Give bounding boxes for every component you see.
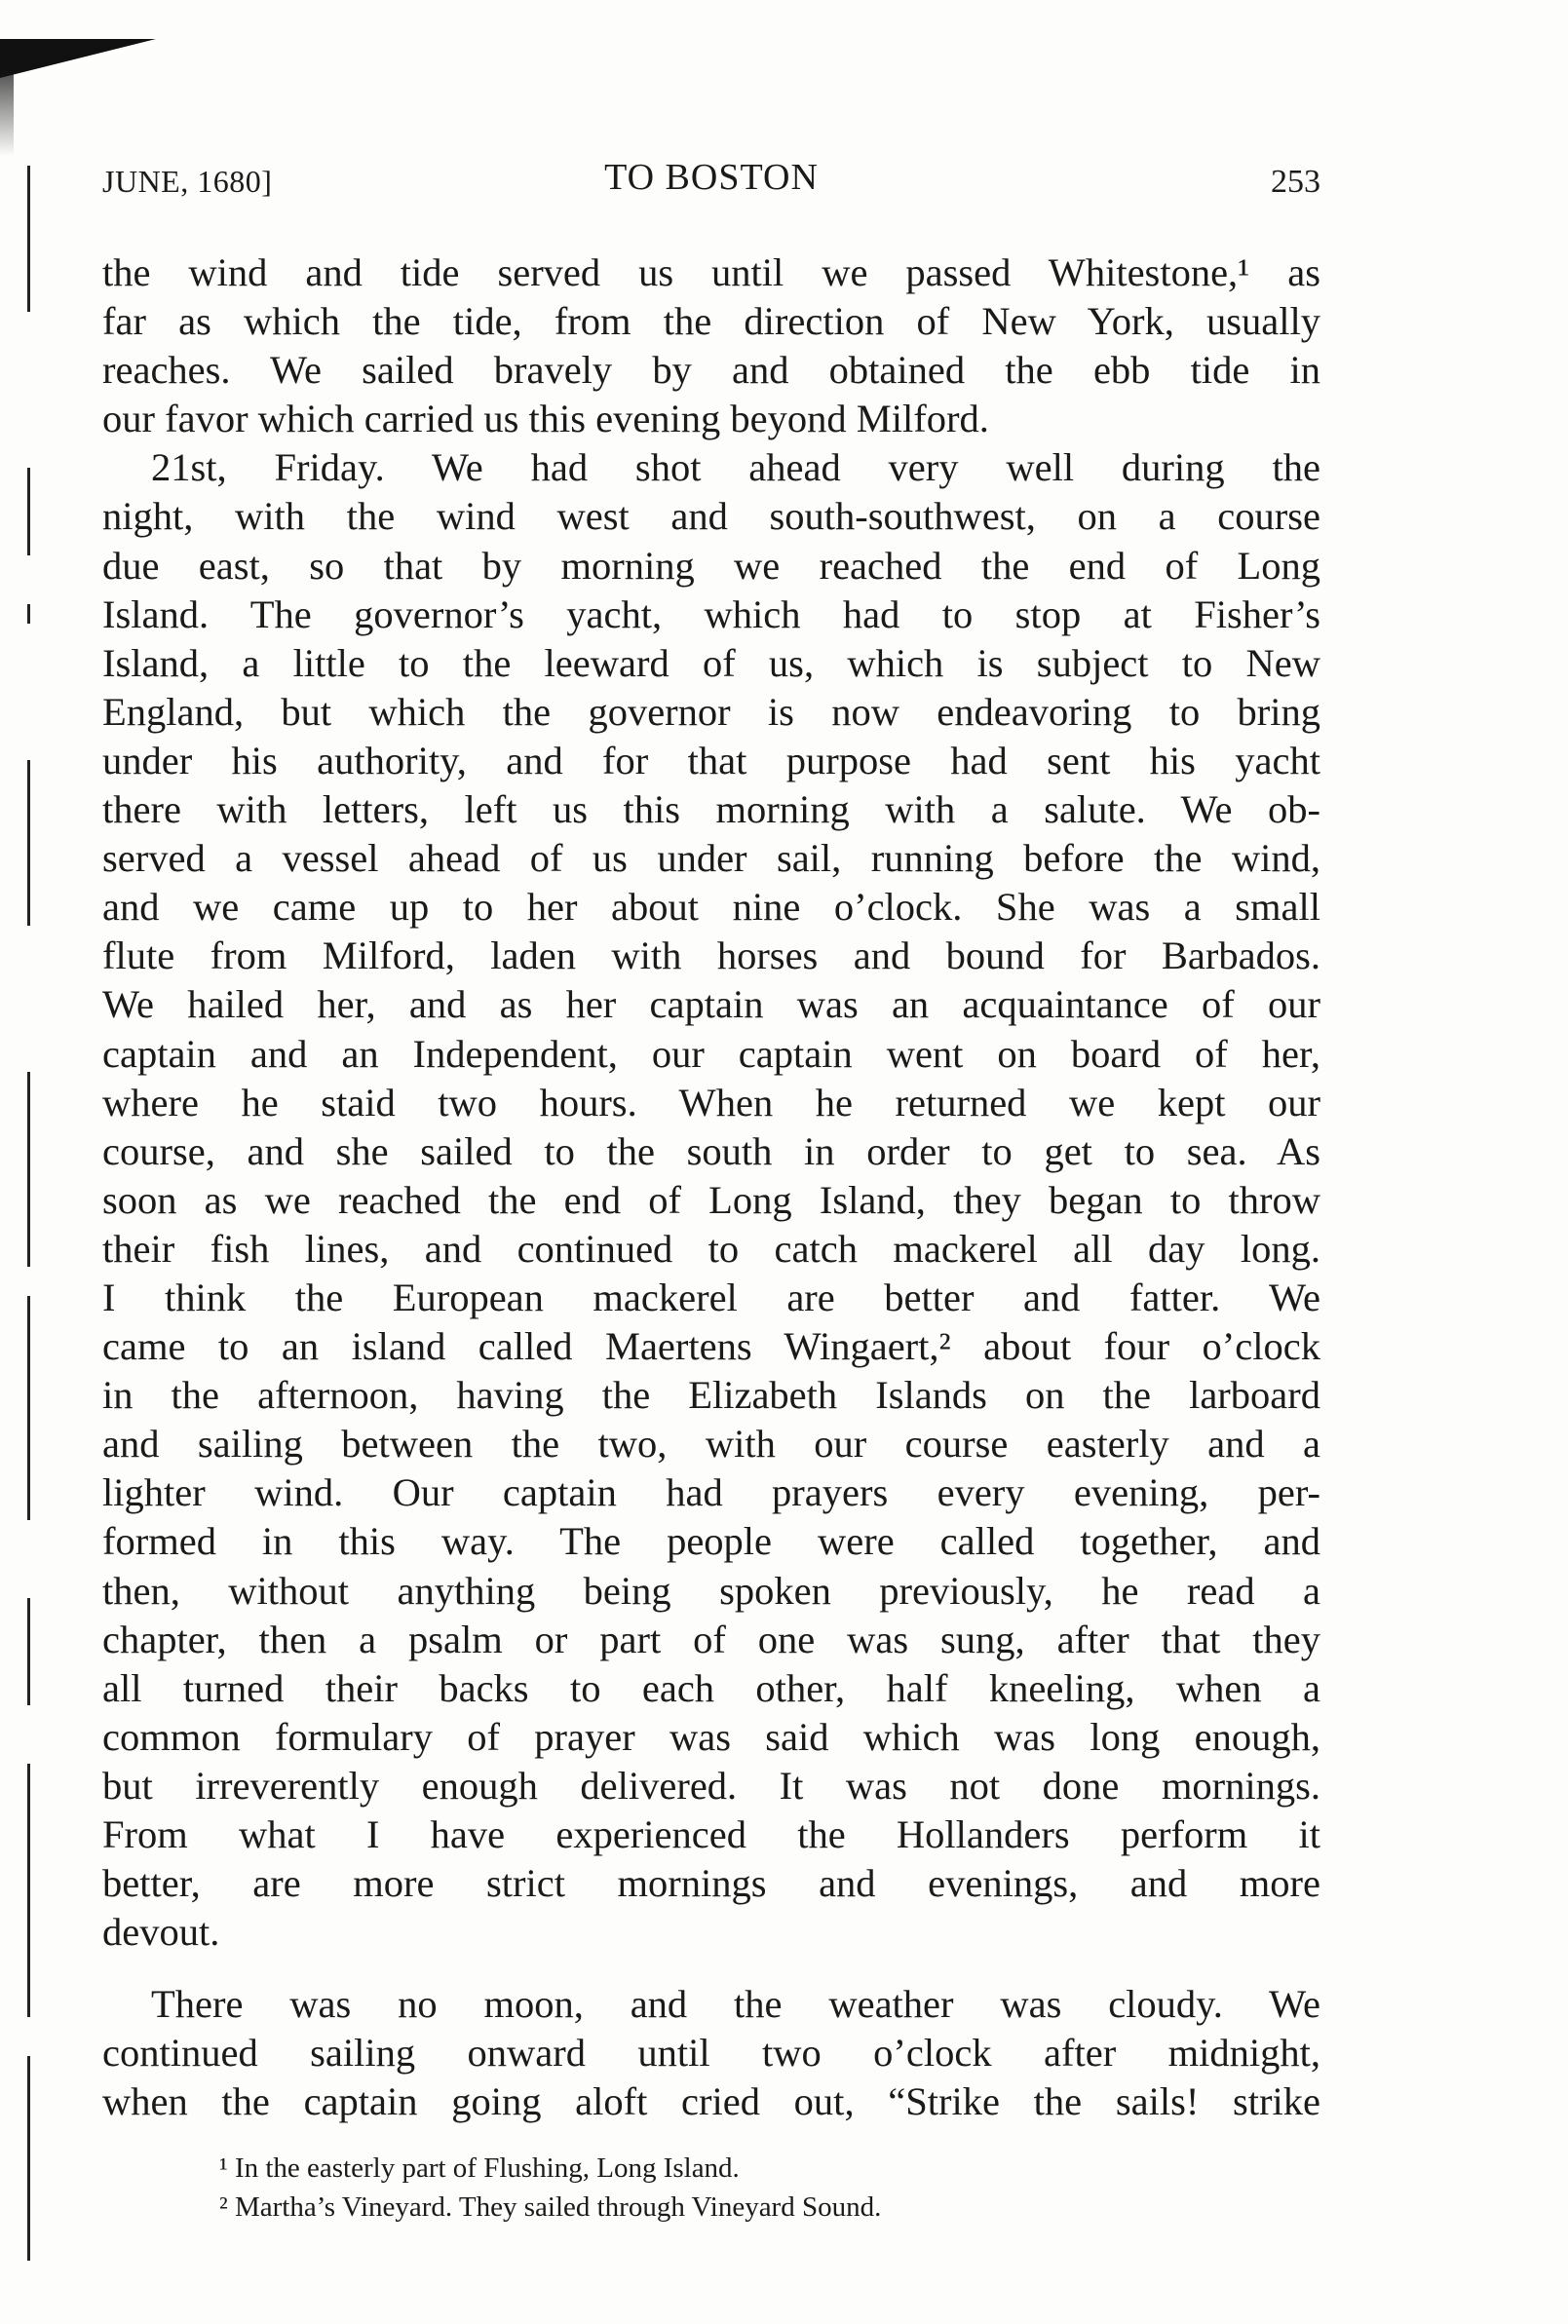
footnote-2: ² Martha’s Vineyard. They sailed through Vineyard Sound. — [219, 2191, 882, 2223]
footnotes — [219, 2149, 1291, 2227]
margin-binding-line — [27, 1764, 30, 2017]
text-line: Island, a little to the leeward of us, which is subject to New — [102, 640, 1320, 685]
text-line: there with letters, left us this morning with a salute. We ob- — [102, 787, 1320, 832]
text-line: captain and an Independent, our captain went on board of her, — [102, 1031, 1320, 1076]
page-corner-mark — [0, 39, 156, 78]
text-line: when the captain going aloft cried out, “Strike the sails! strike — [102, 2079, 1320, 2124]
text-line: chapter, then a psalm or part of one was sung, after that they — [102, 1617, 1320, 1661]
text-line: better, are more strict mornings and evenings, and more — [102, 1861, 1320, 1906]
page-corner-shadow — [0, 39, 14, 156]
text-line: formed in this way. The people were called together, and — [102, 1519, 1320, 1564]
margin-binding-line — [27, 166, 30, 312]
page-number: 253 — [1271, 164, 1320, 200]
body-text — [102, 248, 1320, 2127]
text-line: devout. — [102, 1910, 220, 1955]
running-head-date: JUNE, 1680] — [102, 164, 273, 199]
text-line: flute from Milford, laden with horses and bound for Barbados. — [102, 933, 1320, 978]
text-line: under his authority, and for that purpose had sent his yacht — [102, 738, 1320, 782]
text-line: continued sailing onward until two o’clock after midnight, — [102, 2031, 1320, 2076]
text-line: Island. The governor’s yacht, which had to stop at Fisher’s — [102, 591, 1320, 636]
text-line: course, and she sailed to the south in order to get to sea. As — [102, 1128, 1320, 1173]
text-line: We hailed her, and as her captain was an acquaintance of our — [102, 982, 1320, 1027]
running-head-title: TO BOSTON — [604, 157, 819, 198]
text-line: soon as we reached the end of Long Island, they began to throw — [102, 1177, 1320, 1222]
page-header — [102, 156, 1320, 214]
text-line: served a vessel ahead of us under sail, running before the wind, — [102, 836, 1320, 881]
text-line: and we came up to her about nine o’clock. She was a small — [102, 885, 1320, 930]
text-line: all turned their backs to each other, half kneeling, when a — [102, 1665, 1320, 1710]
margin-binding-line — [27, 1072, 30, 1267]
text-line: in the afternoon, having the Elizabeth Islands on the larboard — [102, 1373, 1320, 1418]
text-line: England, but which the governor is now endeavoring to bring — [102, 689, 1320, 734]
paragraph-gap — [102, 1957, 1320, 1980]
text-line: I think the European mackerel are better and fatter. We — [102, 1275, 1320, 1319]
text-line: common formulary of prayer was said which was long enough, — [102, 1714, 1320, 1759]
margin-binding-line — [27, 760, 30, 926]
margin-binding-line — [27, 1598, 30, 1705]
text-line: came to an island called Maertens Wingaert,² about four o’clock — [102, 1324, 1320, 1369]
footnote-1: ¹ In the easterly part of Flushing, Long Island. — [219, 2153, 740, 2184]
text-line: the wind and tide served us until we passed Whitestone,¹ as — [102, 250, 1320, 294]
text-line: reaches. We sailed bravely by and obtained the ebb tide in — [102, 348, 1320, 393]
text-line: From what I have experienced the Hollanders perform it — [102, 1812, 1320, 1856]
text-line: where he staid two hours. When he returned we kept our — [102, 1080, 1320, 1124]
text-line: and sailing between the two, with our course easterly and a — [102, 1422, 1320, 1467]
text-line: 21st, Friday. We had shot ahead very well during the — [151, 445, 1320, 490]
text-line: There was no moon, and the weather was cloudy. We — [151, 1982, 1320, 2027]
text-line: our favor which carried us this evening beyond Milford. — [102, 397, 989, 441]
text-line: due east, so that by morning we reached the end of Long — [102, 543, 1320, 588]
margin-binding-line — [27, 2056, 30, 2261]
text-line: their fish lines, and continued to catch mackerel all day long. — [102, 1226, 1320, 1271]
text-line: but irreverently enough delivered. It was not done mornings. — [102, 1763, 1320, 1808]
text-line: then, without anything being spoken previously, he read a — [102, 1568, 1320, 1613]
text-line: night, with the wind west and south-southwest, on a course — [102, 494, 1320, 539]
margin-binding-line — [27, 604, 30, 624]
text-line: lighter wind. Our captain had prayers every evening, per- — [102, 1470, 1320, 1515]
margin-binding-line — [27, 1296, 30, 1520]
margin-binding-line — [27, 468, 30, 555]
text-line: far as which the tide, from the direction of New York, usually — [102, 299, 1320, 344]
